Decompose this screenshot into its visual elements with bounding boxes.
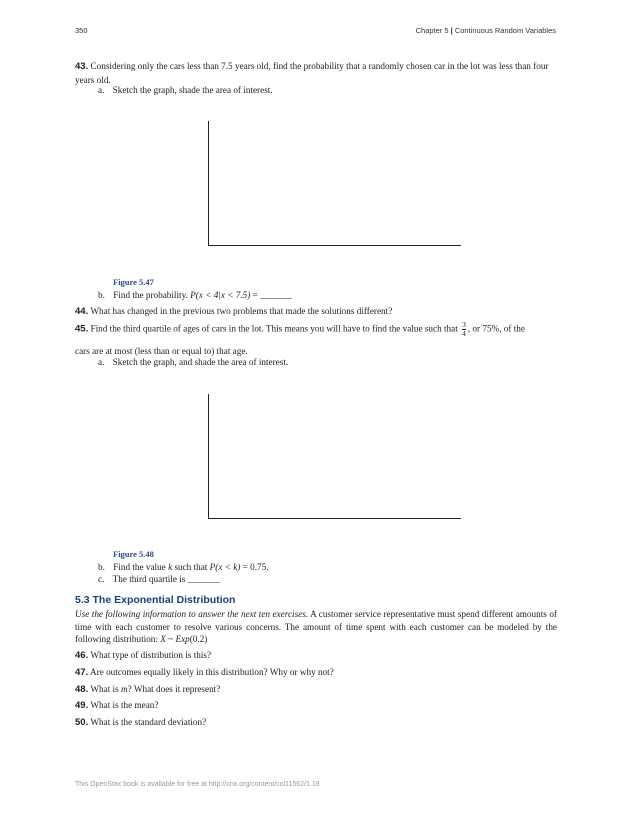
question-43 (75, 60, 557, 86)
q45-part-a (98, 356, 288, 369)
part-text: The third quartile is _______ (112, 574, 220, 584)
variable-k: k (168, 562, 173, 572)
question-number: 50. (75, 717, 89, 728)
question-number: 45. (75, 323, 89, 335)
question-number: 48. (75, 684, 89, 695)
probability-expression: P(x < 4|x < 7.5) (190, 290, 251, 300)
question-text: Find the third quartile of ages of cars in the lot. This means you will have to find the value such that (90, 323, 458, 334)
q45-part-c (98, 573, 220, 586)
question-48 (75, 683, 220, 697)
variable-m: m (120, 684, 128, 694)
question-text: What has changed in the previous two problems that made the solutions different? (90, 306, 393, 316)
intro-text: A customer service representative must spend different amounts of time with each customer to resolve various concerns. The amount of time spent with each customer can be modeled by the following distribution: (75, 609, 557, 644)
question-50 (75, 716, 206, 730)
question-45 (75, 321, 557, 338)
q45-part-b (98, 561, 269, 574)
question-text: What type of distribution is this? (90, 650, 212, 660)
question-number: 46. (75, 650, 89, 661)
question-45-line2: cars are at most (less than or equal to) that age. (75, 346, 248, 356)
chapter-separator: | (448, 26, 455, 35)
fraction-denominator: 4 (462, 329, 466, 338)
question-number: 47. (75, 667, 89, 678)
question-44 (75, 305, 392, 319)
answer-blank: = _______ (250, 290, 293, 300)
section-heading: 5.3 The Exponential Distribution (75, 594, 236, 606)
intro-instruction: Use the following information to answer the next ten exercises. (75, 609, 309, 619)
question-49 (75, 699, 158, 713)
part-text: Sketch the graph, shade the area of interest. (112, 85, 273, 95)
probability-expression: P(x < k) (209, 562, 241, 572)
blank-graph-axes (208, 394, 461, 519)
random-variable: X (160, 634, 166, 644)
question-number: 49. (75, 700, 89, 711)
section-intro (75, 608, 557, 646)
question-number: 43. (75, 61, 89, 72)
q43-part-a (98, 84, 273, 97)
distribution-name: Exp (175, 634, 190, 644)
part-text: Sketch the graph, and shade the area of interest. (112, 357, 289, 367)
question-text: What is the mean? (90, 700, 159, 710)
part-label: b. (98, 562, 105, 572)
figure-caption: Figure 5.48 (113, 549, 154, 559)
figure-caption: Figure 5.47 (113, 277, 154, 287)
part-text: Find the value (113, 562, 169, 572)
footer-note: This OpenStax book is available for free at http://cnx.org/content/col11562/1.18 (75, 781, 320, 788)
question-47 (75, 666, 334, 680)
question-46 (75, 649, 211, 663)
question-text: What is (90, 684, 121, 694)
blank-graph-axes (208, 121, 461, 246)
page-number: 350 (75, 26, 88, 35)
part-text-mid: such that (172, 562, 210, 572)
part-text-end: = 0.75. (240, 562, 269, 572)
question-text: What is the standard deviation? (90, 717, 207, 727)
fraction-three-quarters (462, 321, 466, 338)
question-text: Are outcomes equally likely in this distribution? Why or why not? (90, 667, 334, 677)
part-label: a. (98, 85, 105, 95)
distribution-parameter: (0.2) (189, 634, 208, 644)
chapter-prefix: Chapter 5 (415, 26, 449, 35)
running-header (416, 26, 556, 35)
part-label: a. (98, 357, 105, 367)
question-text-cont: , or 75%, of the (467, 323, 525, 334)
tilde: ~ (165, 634, 176, 644)
fraction-numerator: 3 (462, 320, 466, 329)
part-text: Find the probability. (113, 290, 191, 300)
q43-part-b (98, 289, 292, 302)
question-text: Considering only the cars less than 7.5 years old, find the probability that a randomly chosen car in the lot was less than four years old. (75, 61, 549, 85)
part-label: b. (98, 290, 105, 300)
chapter-title: Continuous Random Variables (454, 26, 556, 35)
part-label: c. (98, 574, 105, 584)
question-number: 44. (75, 306, 89, 317)
question-text-cont: ? What does it represent? (127, 684, 221, 694)
